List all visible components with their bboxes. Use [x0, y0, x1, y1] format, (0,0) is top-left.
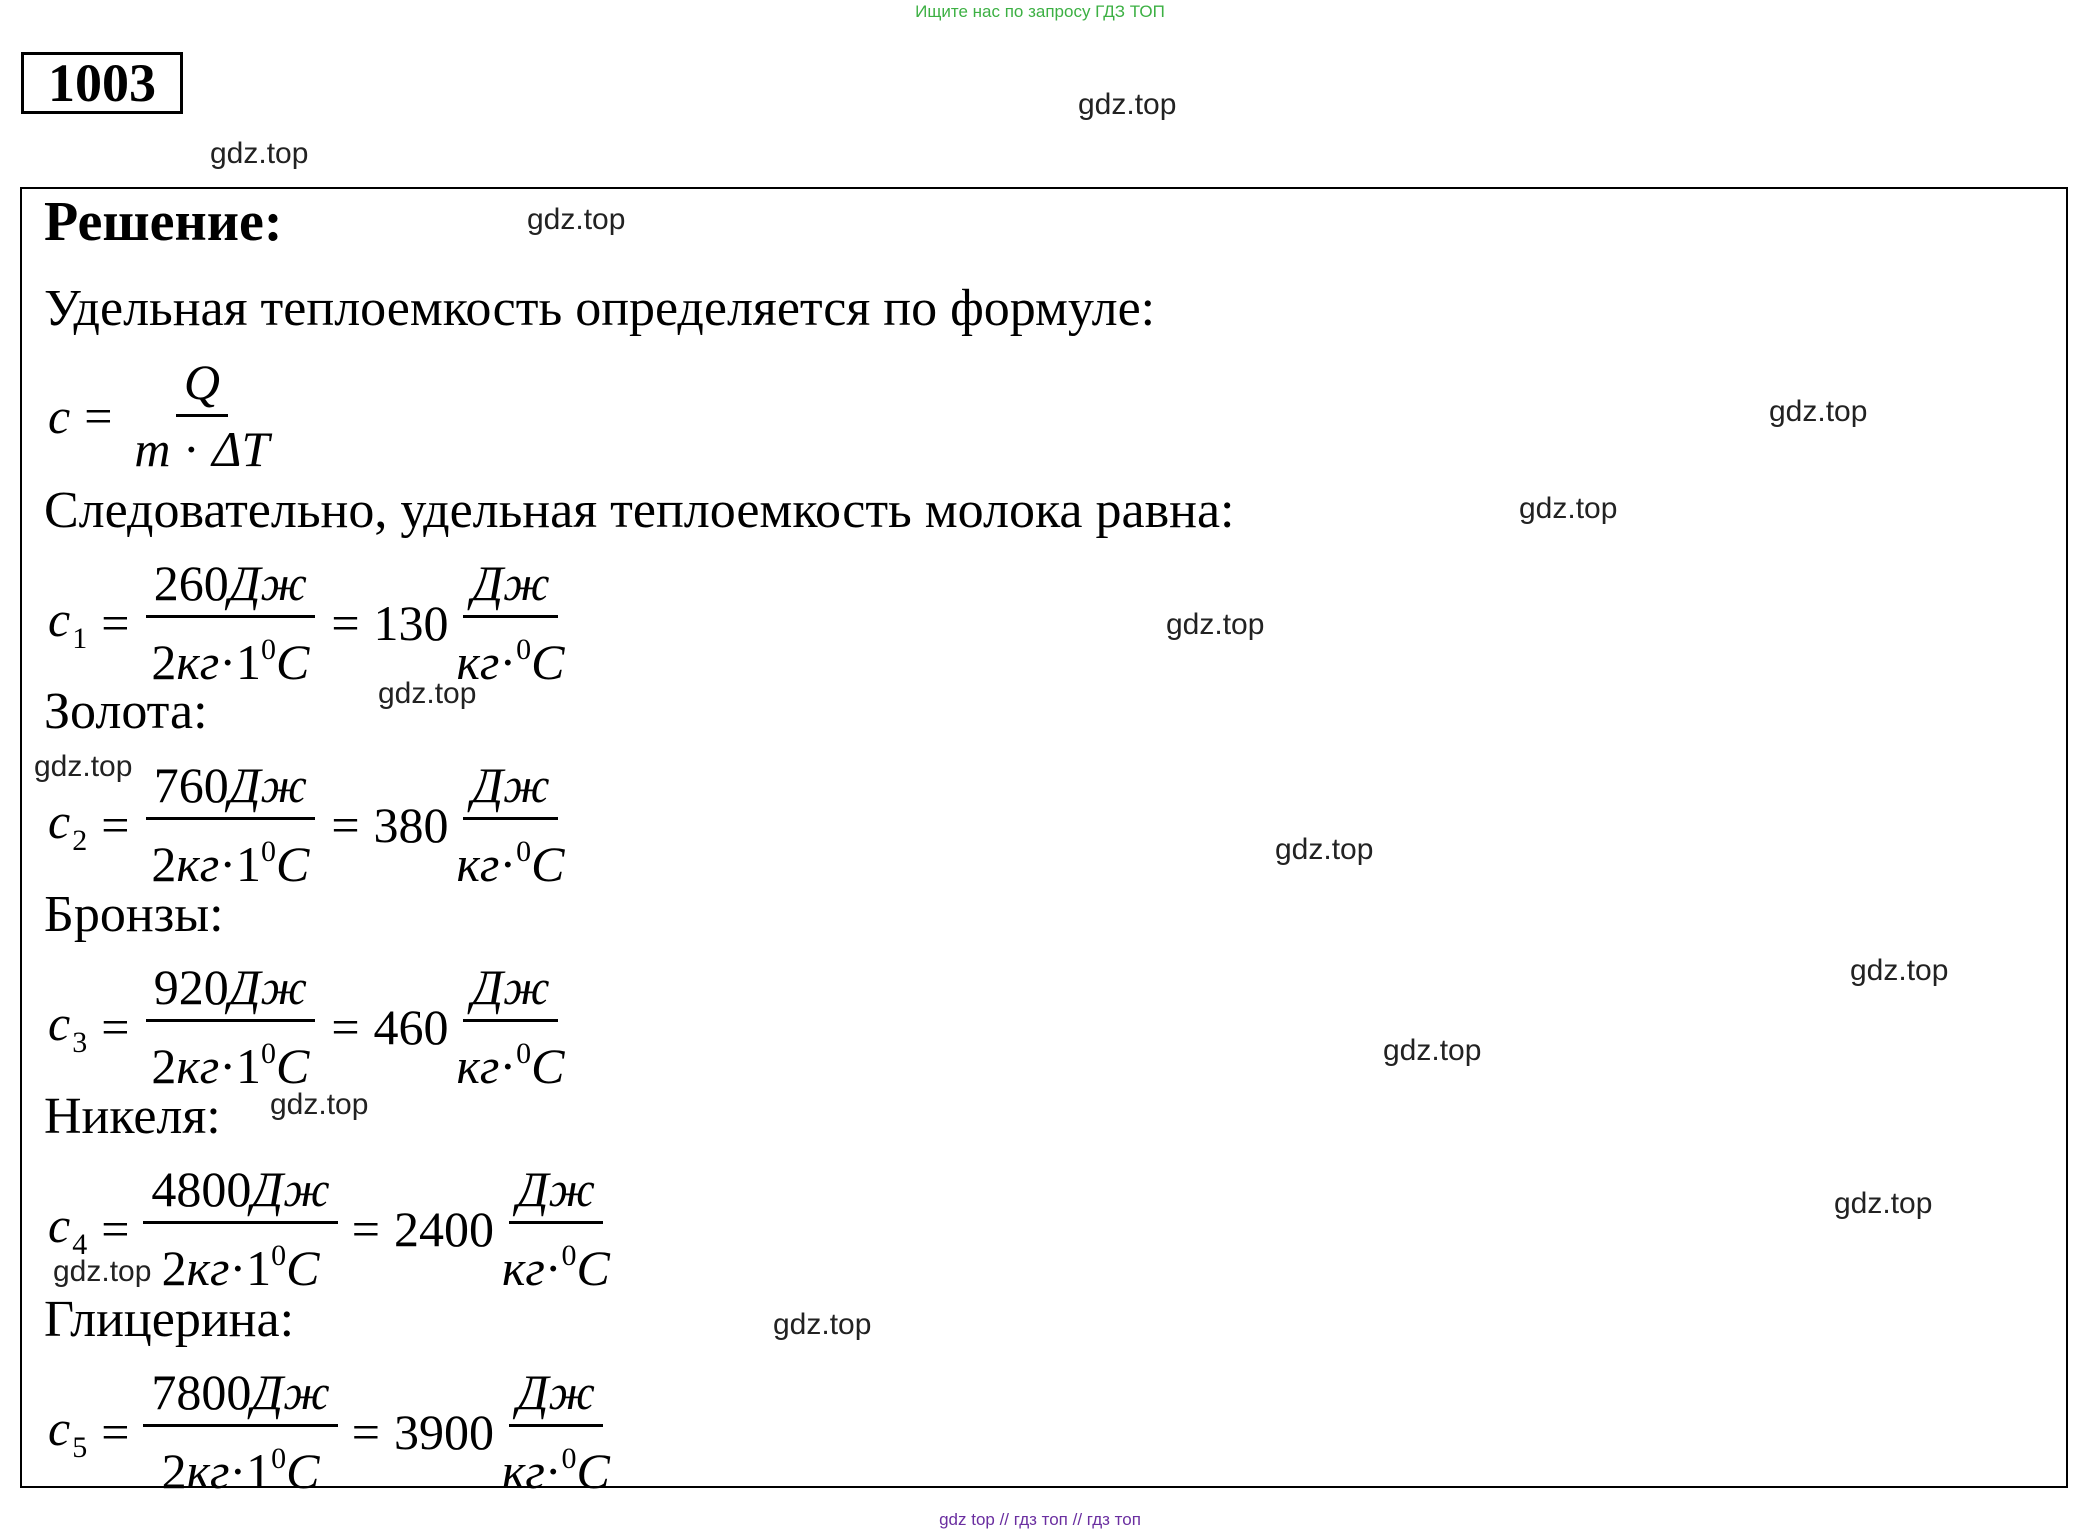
result-unit-kg: кг — [501, 1443, 545, 1499]
mass-unit: кг — [176, 634, 220, 690]
energy-fraction — [143, 957, 317, 1096]
result-unit-fraction — [449, 755, 573, 894]
conclusion-text: Следовательно, удельная теплоемкость молока равна: — [44, 482, 1235, 539]
eq-sign: = — [101, 1403, 130, 1460]
watermark: gdz.top — [1834, 1187, 1933, 1220]
celsius: C — [275, 634, 310, 690]
watermark: gdz.top — [1383, 1034, 1482, 1067]
var-c: $c_2$ — [48, 792, 88, 857]
subscript: 4 — [72, 1227, 88, 1261]
eq-sign: = — [331, 796, 360, 853]
subscript: 1 — [72, 621, 88, 655]
formula-fraction — [126, 352, 277, 479]
den-m: m — [134, 421, 171, 477]
result-value: 2400 — [393, 1200, 494, 1257]
watermark: gdz.top — [210, 137, 309, 170]
result-unit-num: Дж — [463, 957, 557, 1022]
eq-sign: = — [101, 998, 130, 1055]
mass-value: 2 — [161, 1443, 187, 1499]
formula-milk — [48, 553, 572, 692]
degree: 0 — [561, 1239, 577, 1272]
watermark: gdz.top — [527, 203, 626, 236]
celsius: C — [576, 1240, 610, 1296]
celsius: C — [275, 1038, 310, 1094]
mass-value: 2 — [151, 1038, 177, 1094]
dot: · — [544, 1443, 562, 1499]
intro-text: Удельная теплоемкость определяется по формуле: — [44, 280, 1156, 337]
formula-numerator: Q — [176, 352, 228, 417]
label-bronze: Бронзы: — [44, 886, 224, 943]
footer-watermark[interactable]: gdz top // гдз топ // гдз топ — [939, 1510, 1141, 1529]
subscript: 2 — [72, 823, 88, 857]
delta-t-value: 1 — [235, 1038, 261, 1094]
general-formula — [48, 352, 277, 479]
result-unit-fraction — [449, 957, 573, 1096]
formula-eq: = — [84, 387, 113, 444]
result-unit-fraction — [449, 553, 573, 692]
energy-fraction — [143, 1362, 337, 1501]
formula-bronze — [48, 957, 572, 1096]
mass-unit: кг — [176, 1038, 220, 1094]
label-nickel: Никеля: — [44, 1088, 221, 1145]
result-unit-kg: кг — [501, 1240, 545, 1296]
eq-sign: = — [101, 594, 130, 651]
watermark: gdz.top — [270, 1088, 369, 1121]
result-unit-fraction — [494, 1362, 618, 1501]
delta-t-value: 1 — [235, 836, 261, 892]
dot: · — [499, 836, 517, 892]
celsius: C — [275, 836, 310, 892]
result-unit-kg: кг — [456, 836, 500, 892]
mass-unit: кг — [186, 1443, 230, 1499]
watermark: gdz.top — [1519, 492, 1618, 525]
var-c: $c_1$ — [48, 590, 88, 655]
celsius: C — [531, 1038, 565, 1094]
heat-unit: Дж — [228, 757, 308, 813]
result-value: 3900 — [393, 1403, 494, 1460]
degree: 0 — [561, 1442, 577, 1475]
eq-sign: = — [331, 998, 360, 1055]
mass-value: 2 — [151, 634, 177, 690]
result-unit-num: Дж — [463, 755, 557, 820]
subscript: 5 — [72, 1430, 88, 1464]
energy-fraction — [143, 755, 317, 894]
watermark: gdz.top — [378, 677, 477, 710]
heat-unit: Дж — [228, 555, 308, 611]
degree: 0 — [516, 633, 532, 666]
celsius: C — [286, 1240, 320, 1296]
var-c: $c_5$ — [48, 1399, 88, 1464]
celsius: C — [576, 1443, 610, 1499]
dot: · — [219, 634, 236, 690]
degree: 0 — [516, 1037, 532, 1070]
dot: · — [219, 1038, 236, 1094]
result-value: 380 — [373, 796, 449, 853]
solution-heading: Решение: — [44, 191, 283, 253]
mass-value: 2 — [151, 836, 177, 892]
result-unit-num: Дж — [509, 1159, 603, 1224]
heat-unit: Дж — [251, 1161, 330, 1217]
subscript: 3 — [72, 1025, 88, 1059]
result-unit-fraction — [494, 1159, 618, 1298]
var-c: $c_3$ — [48, 994, 88, 1059]
watermark: gdz.top — [1850, 954, 1949, 987]
dot: · — [499, 634, 517, 690]
delta-t-value: 1 — [246, 1240, 272, 1296]
heat-unit: Дж — [251, 1364, 330, 1420]
heat-value: 760 — [153, 757, 229, 813]
result-unit-num: Дж — [509, 1362, 603, 1427]
degree: 0 — [260, 633, 276, 666]
result-value: 130 — [373, 594, 449, 651]
watermark: gdz.top — [1166, 608, 1265, 641]
heat-value: 7800 — [151, 1364, 252, 1420]
delta-t-value: 1 — [235, 634, 261, 690]
watermark: gdz.top — [53, 1255, 152, 1288]
formula-glycerin — [48, 1362, 618, 1501]
heat-value: 4800 — [151, 1161, 252, 1217]
result-unit-kg: кг — [456, 634, 500, 690]
heat-value: 920 — [153, 959, 229, 1015]
heat-value: 260 — [153, 555, 229, 611]
celsius: C — [531, 836, 565, 892]
mass-unit: кг — [176, 836, 220, 892]
mass-value: 2 — [161, 1240, 187, 1296]
eq-sign: = — [331, 594, 360, 651]
degree: 0 — [516, 835, 532, 868]
mass-unit: кг — [186, 1240, 230, 1296]
dot: · — [499, 1038, 517, 1094]
degree: 0 — [271, 1239, 287, 1272]
result-unit-num: Дж — [463, 553, 557, 618]
den-dT: ΔT — [212, 421, 270, 477]
degree: 0 — [260, 1037, 276, 1070]
formula-denominator — [126, 417, 277, 479]
problem-number: 1003 — [21, 52, 183, 114]
watermark: gdz.top — [34, 750, 133, 783]
dot: · — [229, 1240, 247, 1296]
result-value: 460 — [373, 998, 449, 1055]
watermark: gdz.top — [773, 1308, 872, 1341]
energy-fraction — [143, 553, 317, 692]
result-unit-kg: кг — [456, 1038, 500, 1094]
formula-lhs: c — [48, 387, 71, 444]
watermark: gdz.top — [1769, 395, 1868, 428]
dot: · — [219, 836, 236, 892]
eq-sign: = — [351, 1200, 380, 1257]
den-dot: · — [183, 421, 200, 477]
label-gold: Золота: — [44, 683, 208, 740]
degree: 0 — [271, 1442, 287, 1475]
delta-t-value: 1 — [246, 1443, 272, 1499]
eq-sign: = — [101, 1200, 130, 1257]
celsius: C — [286, 1443, 320, 1499]
watermark: gdz.top — [1078, 88, 1177, 121]
var-c: $c_4$ — [48, 1196, 88, 1261]
energy-fraction — [143, 1159, 337, 1298]
watermark: gdz.top — [1275, 833, 1374, 866]
celsius: C — [531, 634, 565, 690]
eq-sign: = — [101, 796, 130, 853]
dot: · — [544, 1240, 562, 1296]
dot: · — [229, 1443, 247, 1499]
top-banner[interactable]: Ищите нас по запросу ГДЗ ТОП — [915, 2, 1165, 21]
degree: 0 — [260, 835, 276, 868]
heat-unit: Дж — [228, 959, 308, 1015]
label-glycerin: Глицерина: — [44, 1291, 295, 1348]
eq-sign: = — [351, 1403, 380, 1460]
